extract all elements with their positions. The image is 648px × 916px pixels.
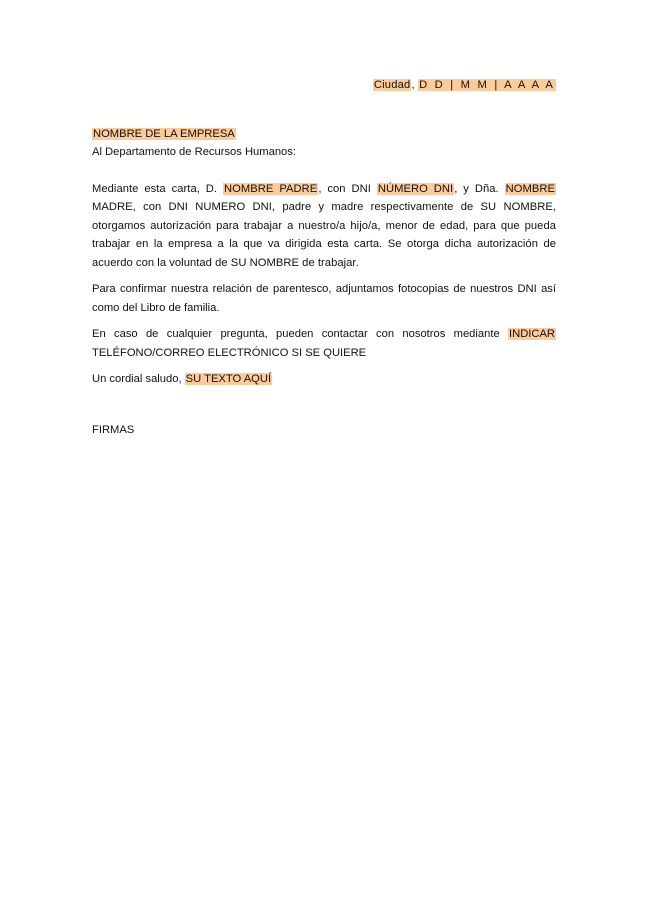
- letter-body: [92, 76, 556, 439]
- father-dni-placeholder[interactable]: NÚMERO DNI: [377, 182, 454, 195]
- mother-name-placeholder[interactable]: NOMBRE: [505, 182, 555, 195]
- closing-text: Un cordial saludo,: [92, 373, 185, 385]
- closing-placeholder[interactable]: SU TEXTO AQUÍ: [185, 373, 272, 385]
- company-name-placeholder[interactable]: NOMBRE DE LA EMPRESA: [93, 127, 235, 140]
- city-placeholder[interactable]: Ciudad: [373, 79, 411, 91]
- contact-paragraph: [92, 325, 556, 362]
- kinship-paragraph: Para confirmar nuestra relación de parentesco, adjuntamos fotocopias de nuestros DNI así como del Libro de familia.: [92, 283, 556, 314]
- department-line: Al Departamento de Recursos Humanos:: [92, 145, 296, 158]
- paragraph-text: MADRE, con DNI NUMERO DNI, padre y madre respectivamente de SU NOMBRE, otorgamos autorización para trabajar a nuestro/a hijo/a, menor de edad, para que pueda trabajar en la empresa a la que va dirigida esta carta. Se otorga dicha autorización de acuerdo con la voluntad de SU NOMBRE de trabajar.: [92, 201, 556, 269]
- paragraph-text: , con DNI: [318, 182, 377, 195]
- date-line: [92, 76, 556, 95]
- recipient-block: [92, 125, 556, 161]
- date-separator: ,: [411, 79, 419, 91]
- father-name-placeholder[interactable]: NOMBRE PADRE: [224, 182, 318, 195]
- paragraph-text: TELÉFONO/CORREO ELECTRÓNICO SI SE QUIERE: [92, 346, 367, 359]
- paragraph-text: Mediante esta carta, D.: [92, 182, 224, 195]
- contact-placeholder[interactable]: INDICAR: [509, 328, 555, 340]
- date-placeholder[interactable]: D D | M M | A A A A: [419, 79, 555, 91]
- paragraph-text: En caso de cualquier pregunta, pueden contactar con nosotros mediante: [92, 328, 508, 340]
- authorization-paragraph: [92, 180, 556, 273]
- signatures-label: FIRMAS: [92, 423, 135, 436]
- closing-line: [92, 370, 556, 389]
- paragraph-text: , y Dña.: [454, 182, 505, 195]
